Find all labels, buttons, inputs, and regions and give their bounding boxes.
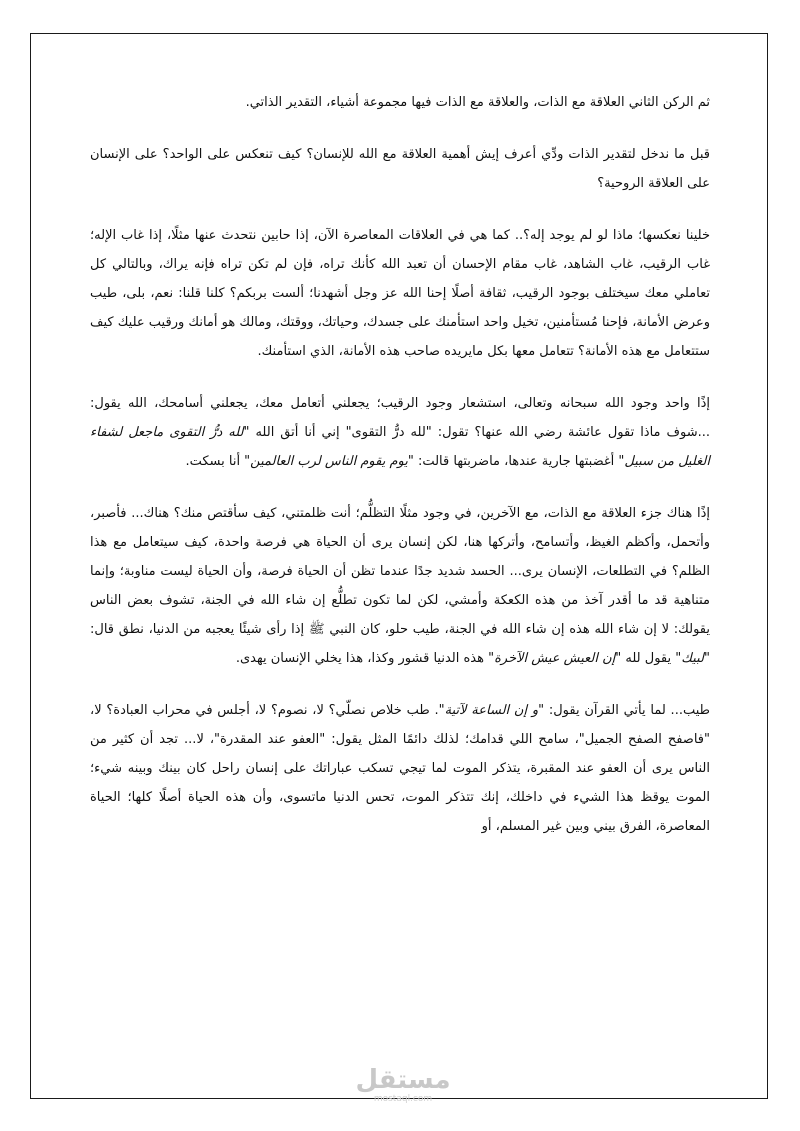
quoted-text-italic: إن العيش عيش الآخرة: [494, 651, 616, 666]
paragraph: [90, 499, 710, 673]
paragraph-text: " يقول لله ": [615, 651, 682, 666]
quoted-text-italic: و إن الساعة لآتية: [444, 703, 539, 718]
quoted-text-italic: يوم يقوم الناس لرب العالمين: [250, 454, 408, 469]
paragraph-text: إذًا واحد وجود الله سبحانه وتعالى، استشعار وجود الرقيب؛ يجعلني أتعامل معك، يجعلني أسامحك، الله يقول: ...شوف ماذا تقول عائشة رضي الله عنها؟ تقول: "لله درُّ التقوى" إني أنا أتق الله ": [90, 396, 710, 440]
paragraph-text: طيب... لما يأتي القرآن يقول: ": [538, 703, 710, 718]
paragraph-text: خلينا نعكسها؛ ماذا لو لم يوجد إله؟.. كما هي في العلاقات المعاصرة الآن، إذا حابين نتحدث عنها مثلًا، إذا غاب الإله؛ غاب الرقيب، غاب الشاهد، غاب مقام الإحسان أن تعبد الله كأنك تراه، فإن لم تكن تراه فإنه يراك، وبالتالي كل تعاملي معك سيختلف بوجود الرقيب، ثقافة أصلًا إحنا الله عز وجل أشهدنا؛ ألست بربكم؟ كلنا قلنا: نعم، بلى، طيب وعرض الأمانة، فإحنا مُستأمنين، تخيل واحد استأمنك على جسدك، وحياتك، ووقتك، ومالك هو أمانك ورقيب عليك كيف ستتعامل مع هذه الأمانة؟ تتعامل معها بكل مايريده صاحب هذه الأمانة، الذي استأمنك.: [90, 228, 710, 359]
paragraph: [90, 389, 710, 476]
paragraph: [90, 88, 710, 117]
paragraph-text: ثم الركن الثاني العلاقة مع الذات، والعلاقة مع الذات فيها مجموعة أشياء، التقدير الذاتي.: [245, 95, 710, 110]
quoted-text-italic: لبيك: [681, 651, 705, 666]
paragraph-text: " أغضبتها جارية عندها، ماضربتها قالت: ": [407, 454, 625, 469]
paragraph-text: قبل ما ندخل لتقدير الذات ودِّي أعرف إيش أهمية العلاقة مع الله للإنسان؟ كيف تنعكس على الواحد؟ على الإنسان على العلاقة الروحية؟: [90, 147, 710, 191]
watermark-logo: [348, 1066, 458, 1104]
document-body: [90, 88, 710, 864]
quoted-text-italic: لله درُّ التقوى ماجعل لشفاء الغليل من سبيل: [90, 425, 710, 469]
paragraph-text: " أنا بسكت.: [185, 454, 251, 469]
paragraph-text: إذًا هناك جزء العلاقة مع الذات، مع الآخرين، في وجود مثلًا التظلُّم؛ أنت ظلمتني، كيف سأقتص منك؟ هناك... فأصبر، وأتحمل، وأكظم الغيظ، وأتسامح، وأتركها هنا، لكن إنسان يرى أن الحياة هي فرصة واحدة، كيف سيتعامل مع هذا الظلم؟ في التطلعات، الإنسان يرى... الحسد شديد جدًا عندما تظن أن الحياة فرصة، وأن الحياة ليست مناوبة؛ وإنما متناهية قد ما أقدر آخذ من هذه الكعكة وأمشي، لكن لما تكون تطلُّع إن شاء الله في الجنة، تشوف بعض الناس يقولك: لا إن شاء الله هذه إن شاء الله في الجنة، طيب حلو، كان النبي ﷺ إذا رأى شيئًا يعجبه من الدنيا، نطق قال: ": [90, 506, 710, 666]
watermark-logo-text: مستقل: [355, 1065, 451, 1095]
paragraph: [90, 140, 710, 198]
watermark-sub-text: mostaql.com: [373, 1094, 433, 1104]
paragraph-text: ". طب خلاص نصلّي؟ لا، نصوم؟ لا، أجلس في محراب العبادة؟ لا، "فاصفح الصفح الجميل"، سامح اللي قدامك؛ لذلك دائمًا المثل يقول: "العفو عند المقدرة"، لا... تجد أن كثير من الناس يرى أن العفو عند المقبرة، يتذكر الموت لما تيجي تسكب عباراتك على إنسان راحل كان بينك وبينه شيء؛ الموت يوقظ هذا الشيء في داخلك، إنك تتذكر الموت، تحس الدنيا ماتسوى، وأن هذه الحياة أصلًا كلها؛ الحياة المعاصرة، الفرق بيني وبين غير المسلم، أو: [90, 703, 710, 834]
paragraph: [90, 696, 710, 841]
paragraph-text: " هذه الدنيا قشور وكذا، هذا يخلي الإنسان يهدى.: [235, 651, 495, 666]
paragraph: [90, 221, 710, 366]
